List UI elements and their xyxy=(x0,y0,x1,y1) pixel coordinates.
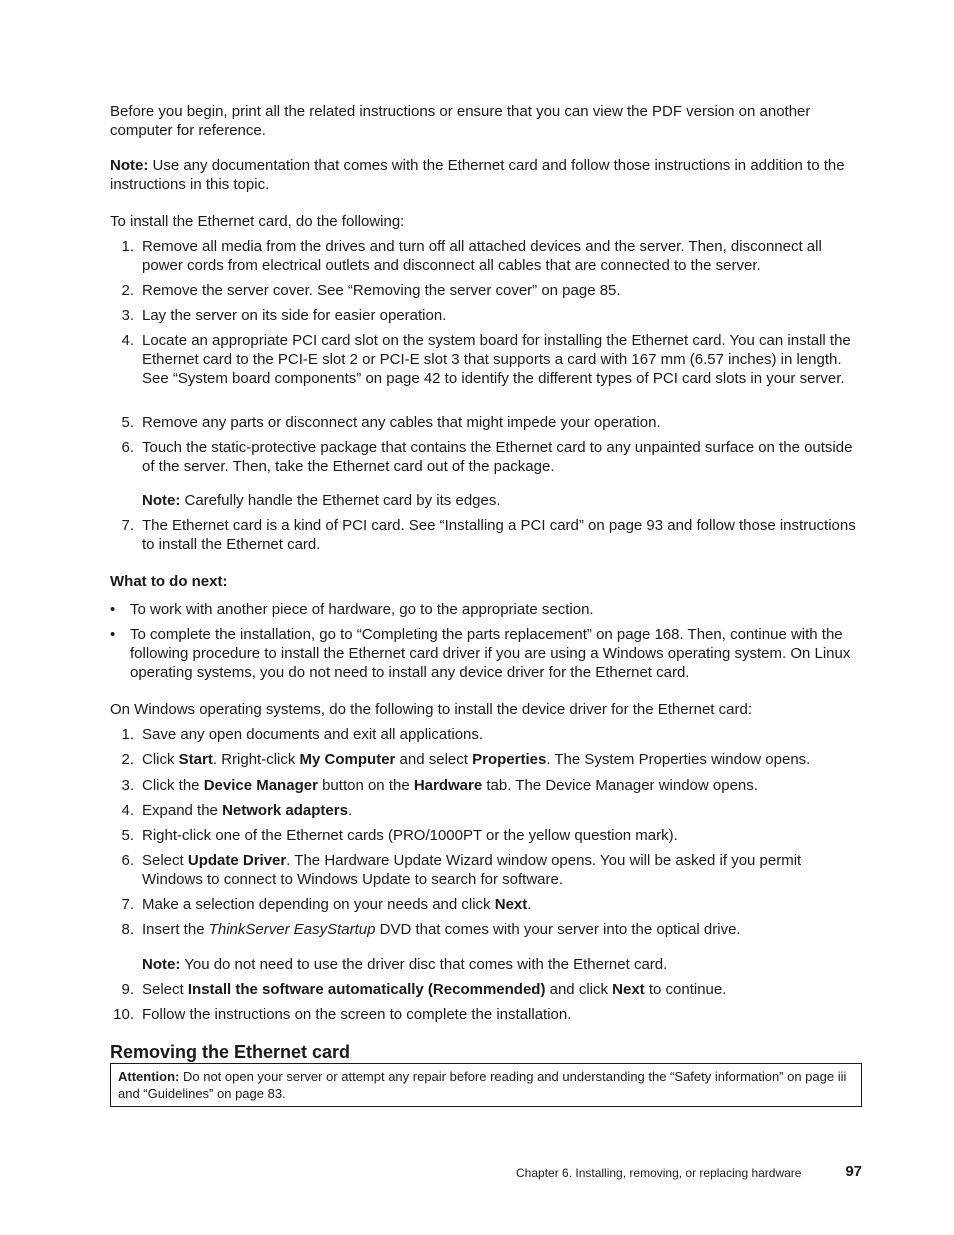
step-number: 8. xyxy=(121,921,134,938)
step-text: Click Start. Rright-click My Computer and select Properties. The System Properties window opens. xyxy=(142,751,811,768)
intro-paragraph: Before you begin, print all the related instructions or ensure that you can view the PDF version on another computer for reference. xyxy=(110,103,811,139)
step-text: Click the Device Manager button on the Hardware tab. The Device Manager window opens. xyxy=(142,777,758,794)
step-number: 7. xyxy=(121,517,134,534)
step-number: 2. xyxy=(121,751,134,768)
step-text: Make a selection depending on your needs and click Next. xyxy=(142,896,532,913)
note-text: Carefully handle the Ethernet card by its edges. xyxy=(180,492,501,509)
windows-lead: On Windows operating systems, do the following to install the device driver for the Ethernet card: xyxy=(110,701,752,718)
note-label: Note: xyxy=(142,956,181,973)
step-text: Select Install the software automatically (Recommended) and click Next to continue. xyxy=(142,981,727,998)
intro-note xyxy=(110,156,862,194)
step-number: 1. xyxy=(121,726,134,743)
list-item-text: To work with another piece of hardware, go to the appropriate section. xyxy=(130,601,594,618)
attention-label: Attention: xyxy=(118,1069,180,1084)
step-number: 3. xyxy=(121,777,134,794)
step-number: 3. xyxy=(121,307,134,324)
note-text: You do not need to use the driver disc that comes with the Ethernet card. xyxy=(180,956,668,973)
step-text: Remove the server cover. See “Removing the server cover” on page 85. xyxy=(142,282,621,299)
step-text: Remove any parts or disconnect any cables that might impede your operation. xyxy=(142,414,661,431)
step-text: The Ethernet card is a kind of PCI card. See “Installing a PCI card” on page 93 and follow those instructions to install the Ethernet card. xyxy=(142,517,856,553)
step-number: 7. xyxy=(121,896,134,913)
step-text: Right-click one of the Ethernet cards (PRO/1000PT or the yellow question mark). xyxy=(142,827,678,844)
step-number: 9. xyxy=(121,981,134,998)
step-text: Expand the Network adapters. xyxy=(142,802,353,819)
footer-chapter: Chapter 6. Installing, removing, or replacing hardware xyxy=(516,1166,802,1180)
step-number: 1. xyxy=(121,238,134,255)
step-number: 4. xyxy=(121,802,134,819)
note-label: Note: xyxy=(110,157,149,174)
step-number: 6. xyxy=(121,439,134,456)
note-text: Use any documentation that comes with the Ethernet card and follow those instructions in addition to the instructions in this topic. xyxy=(110,157,845,193)
step-text: Locate an appropriate PCI card slot on the system board for installing the Ethernet card. You can install the Ethernet card to the PCI-E slot 2 or PCI-E slot 3 that supports a card with 167 mm (6.57 inches) in length. See “System board components” on page 42 to identify the different types of PCI card slots in your server. xyxy=(142,332,851,387)
step-number: 10. xyxy=(113,1006,134,1023)
step-text: Insert the ThinkServer EasyStartup DVD that comes with your server into the optical drive. xyxy=(142,921,741,938)
step-text: Remove all media from the drives and turn off all attached devices and the server. Then, disconnect all power cords from electrical outlets and disconnect all cables that are connected to the server. xyxy=(142,238,822,274)
step-number: 5. xyxy=(121,414,134,431)
attention-box xyxy=(110,1063,862,1107)
step-text: Touch the static-protective package that contains the Ethernet card to any unpainted surface on the outside of the server. Then, take the Ethernet card out of the package. xyxy=(142,439,853,475)
step-number: 6. xyxy=(121,852,134,869)
step-text: Lay the server on its side for easier operation. xyxy=(142,307,447,324)
step-text: Follow the instructions on the screen to complete the installation. xyxy=(142,1006,572,1023)
section-heading: Removing the Ethernet card xyxy=(110,1042,351,1062)
install-lead: To install the Ethernet card, do the following: xyxy=(110,213,405,230)
page-number: 97 xyxy=(845,1163,862,1180)
step-number: 2. xyxy=(121,282,134,299)
step-number: 4. xyxy=(121,332,134,349)
attention-text: Do not open your server or attempt any repair before reading and understanding the “Safety information” on page iii and “Guidelines” on page 83. xyxy=(118,1069,847,1101)
step-number: 5. xyxy=(121,827,134,844)
note-label: Note: xyxy=(142,492,181,509)
step-text: Select Update Driver. The Hardware Update Wizard window opens. You will be asked if you permit Windows to connect to Windows Update to search for software. xyxy=(142,852,802,888)
bullet-icon: • xyxy=(110,601,116,618)
what-next-heading: What to do next: xyxy=(110,573,228,590)
list-item-text: To complete the installation, go to “Completing the parts replacement” on page 168. Then, continue with the following procedure to install the Ethernet card driver if you are using a Windows operating system. On Linux operating systems, you do not need to install any device driver for the Ethernet card. xyxy=(130,626,851,681)
step-text: Save any open documents and exit all applications. xyxy=(142,726,484,743)
bullet-icon: • xyxy=(110,626,116,643)
